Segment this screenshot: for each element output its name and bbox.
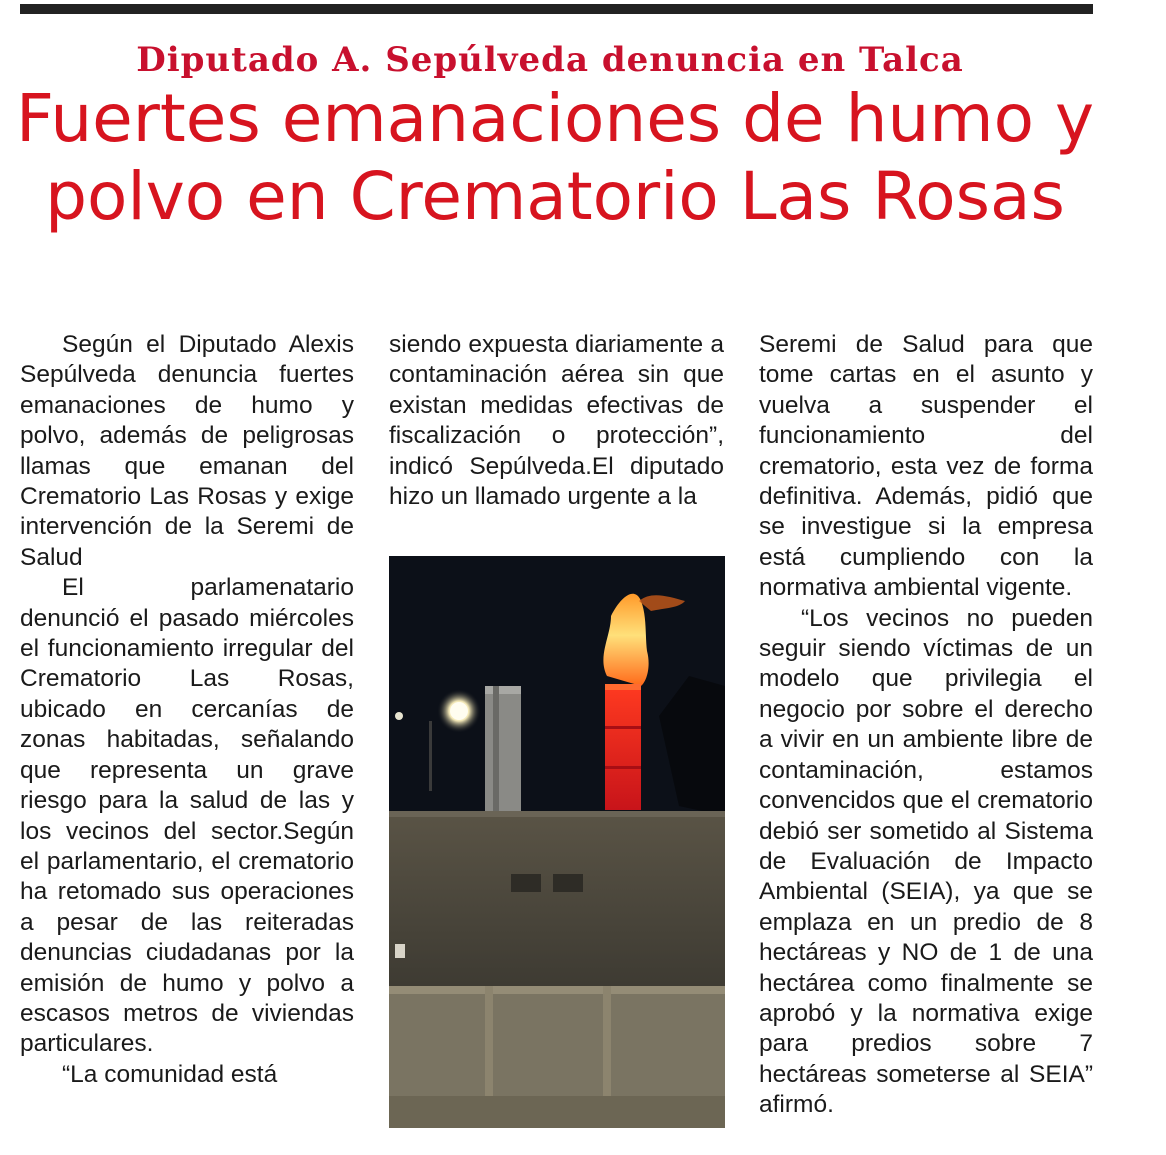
paragraph: “Los vecinos no pueden seguir siendo víctimas de un modelo que privilegia el negocio por sobre el derecho a vivir en un ambiente libre de contaminación, estamos convencidos que el crematorio debió ser sometido al Sistema de Evaluación de Impacto Ambiental (SEIA), ya que se emplaza en un predio de 8 hectáreas y NO de 1 de una hectárea como finalmente se aprobó y la normativa exige para predios sobre 7 hectáreas someterse al SEIA” afirmó. bbox=[759, 604, 1093, 1119]
top-rule bbox=[20, 4, 1093, 14]
paragraph: Según el Diputado Alexis Sepúlveda denuncia fuertes emanaciones de humo y polvo, además de peligrosas llamas que emanan del Crematorio Las Rosas y exige intervención de la Seremi de Salud bbox=[20, 331, 354, 571]
crematorium-chimney-photo bbox=[389, 556, 725, 1128]
text-column-1 bbox=[20, 330, 354, 1090]
paragraph: siendo expuesta diariamente a contaminación aérea sin que existan medidas efectivas de fiscalización o protección”, indicó Sepúlveda.El diputado hizo un llamado urgente a la bbox=[389, 331, 724, 511]
text-column-2 bbox=[389, 330, 724, 512]
article-headline: Fuertes emanaciones de humo y polvo en Crematorio Las Rosas bbox=[15, 80, 1095, 235]
text-column-3 bbox=[759, 330, 1093, 1121]
paragraph: “La comunidad está bbox=[62, 1060, 278, 1088]
paragraph: El parlamenatario denunció el pasado miércoles el funcionamiento irregular del Crematorio Las Rosas, ubicado en cercanías de zonas habitadas, señalando que representa un grave riesgo para la salud de las y los vecinos del sector.Según el parlamentario, el crematorio ha retomado sus operaciones a pesar de las reiteradas denuncias ciudadanas por la emisión de humo y polvo a escasos metros de viviendas particulares. bbox=[20, 574, 354, 1058]
article-kicker: Diputado A. Sepúlveda denuncia en Talca bbox=[136, 40, 964, 80]
paragraph: Seremi de Salud para que tome cartas en el asunto y vuelva a suspender el funcionamiento del crematorio, esta vez de forma definitiva. Además, pidió que se investigue si la empresa está cumpliendo con la normativa ambiental vigente. bbox=[759, 331, 1093, 602]
